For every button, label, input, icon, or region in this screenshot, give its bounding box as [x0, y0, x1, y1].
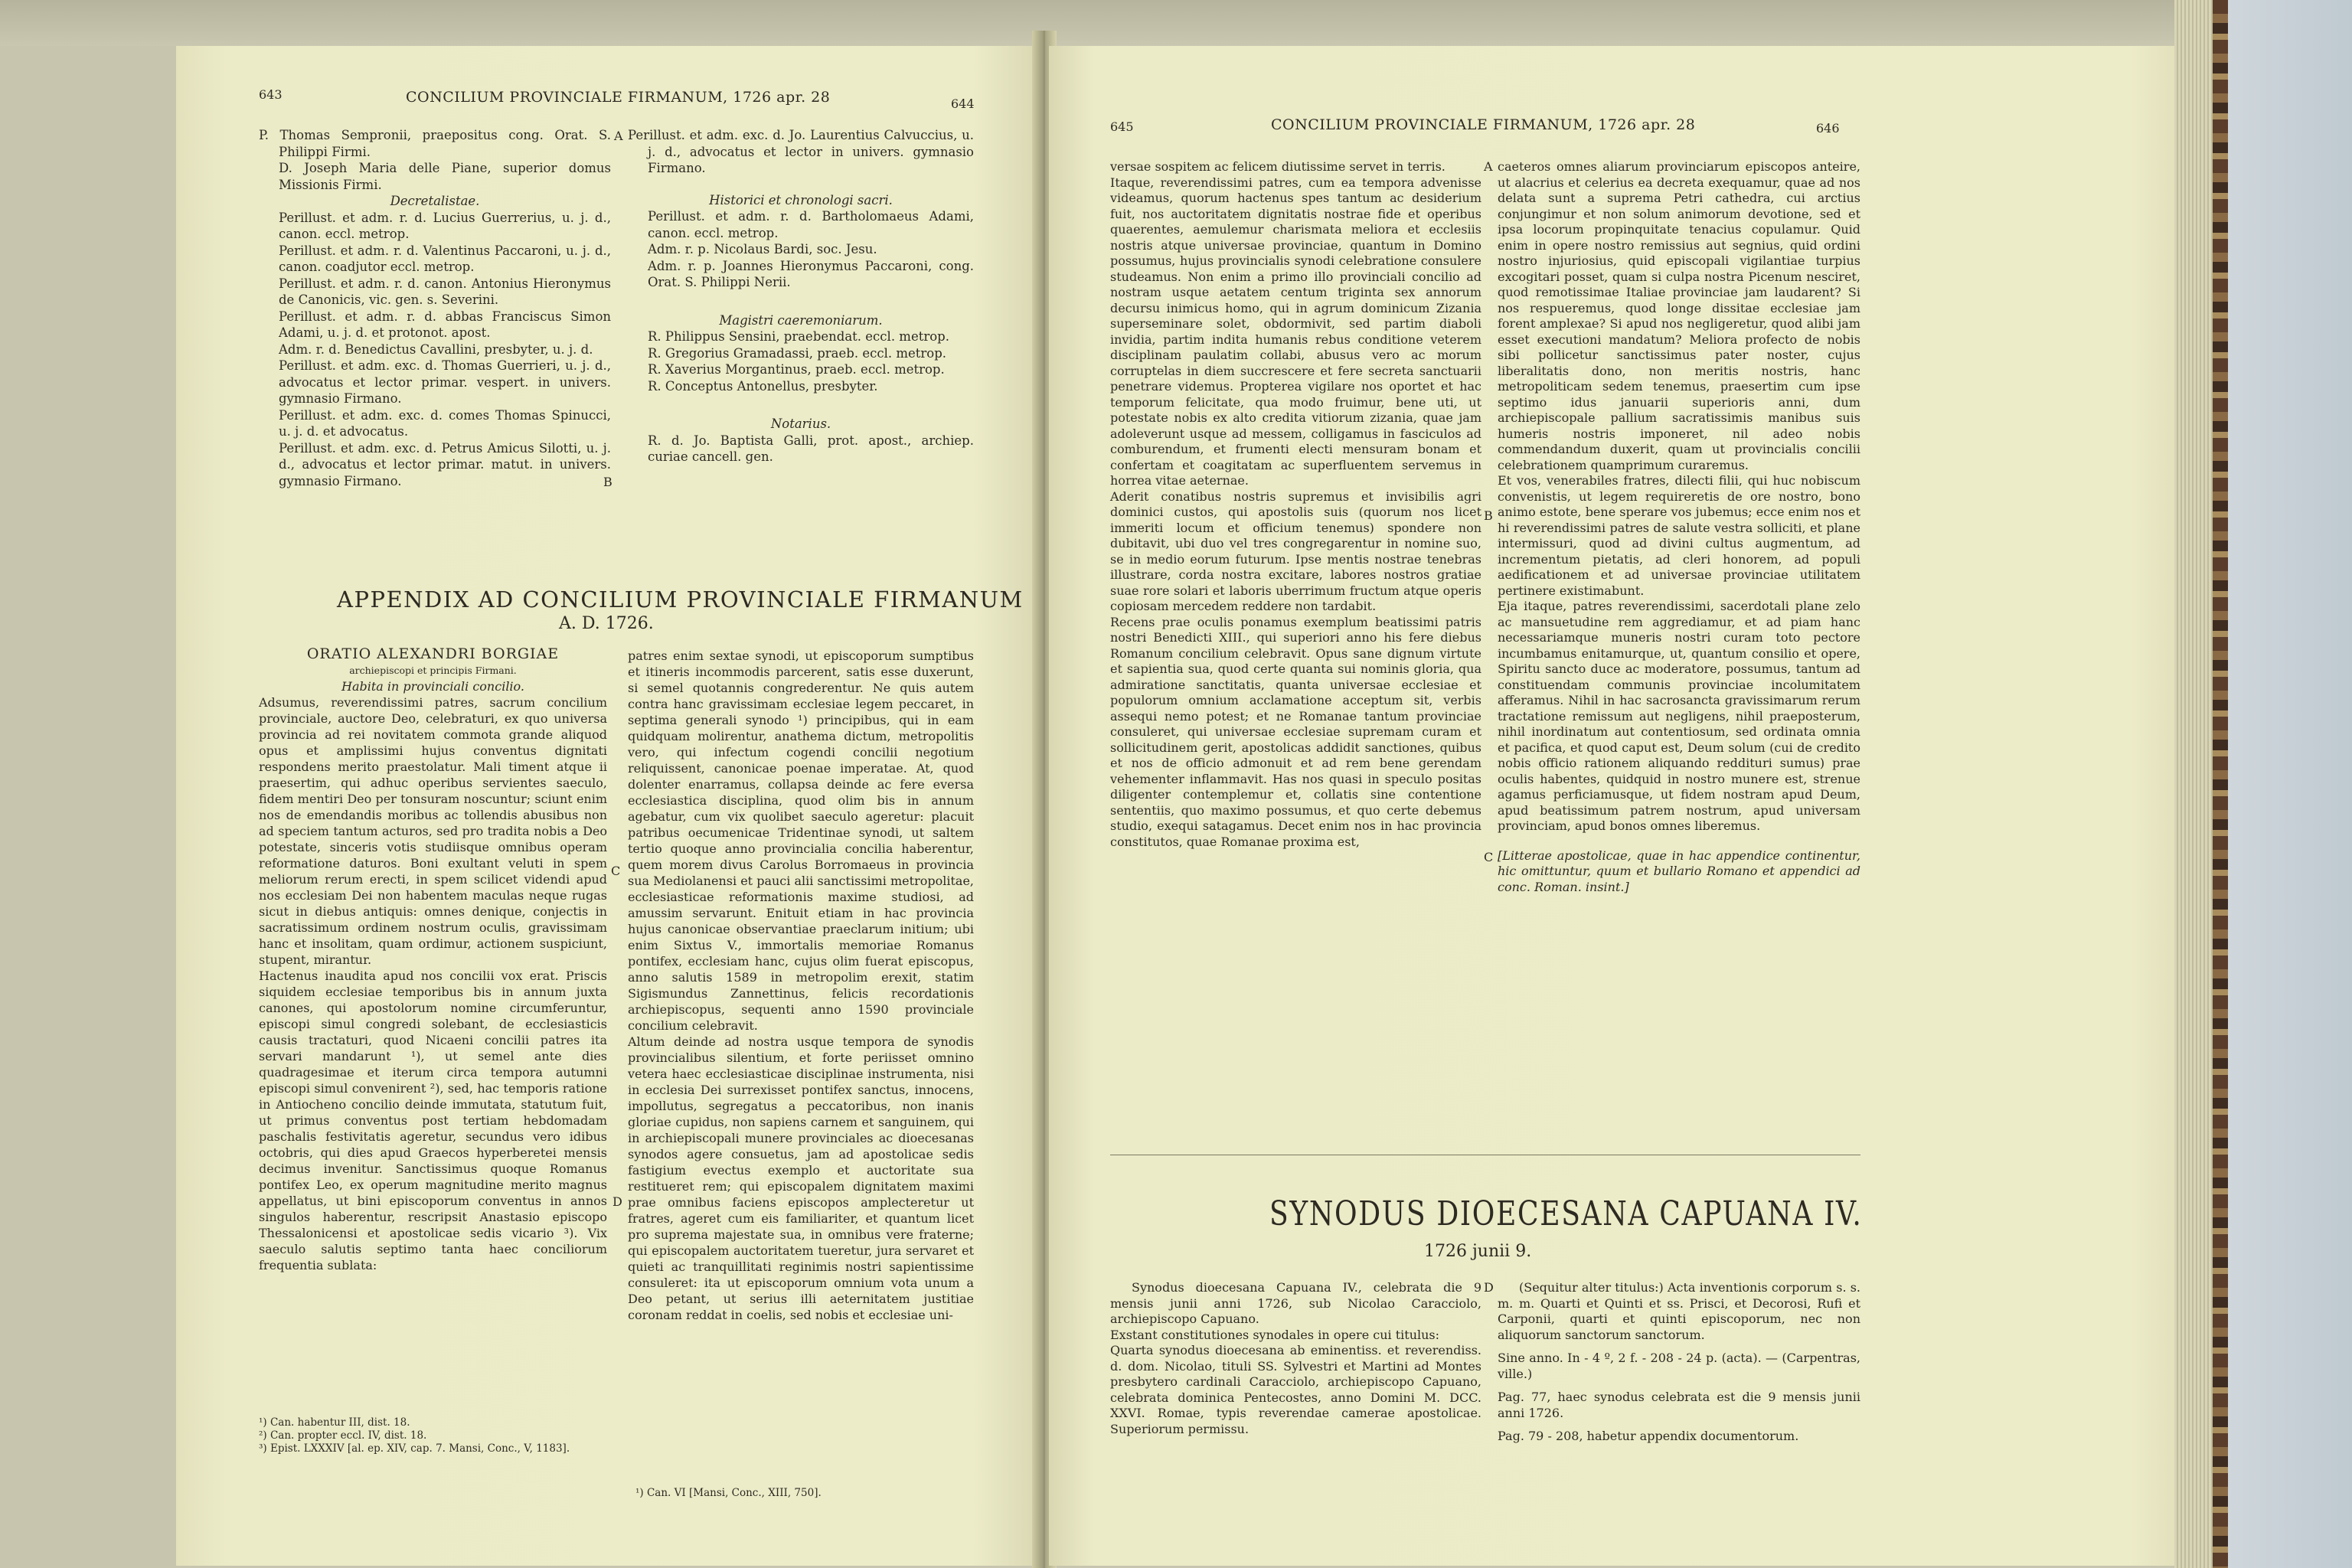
running-header-left: CONCILIUM PROVINCIALE FIRMANUM, 1726 apr. 28: [406, 89, 831, 106]
right-col-b: [1498, 159, 1860, 895]
editor-note: [Litterae apostolicae, quae in hac appendice continentur, hic omittuntur, quum et bullario Romano et appendici ad conc. Roman. insint.]: [1498, 848, 1860, 894]
paragraph: Recens prae oculis ponamus exemplum beatissimi patris nostri Benedicti XIII., qui superiori anno his fere diebus Romanum concilium celebravit. Opus sane dignum virtute et sapientia sua, quod certe quanta sui nominis gloria, qua admiratione sanctitatis, quanta universae ecclesiae et populorum omnium acclamatione acceptum sit, verbis assequi nemo potest; et ne Romanae tantum provinciae consuleret, qui universae ecclesiae supremam curam et sollicitudinem gerit, apostolicas addidit sanctiones, quibus et nos de officio admonuit et ad rem bene gerendam vehementer inflammavit. Has nos quasi in speculo positas diligenter contemplemur et, collatis sine contentione sententiis, quo maximo possumus, et quo certe debemus studio, exequi satagamus. Decet enim nos in hac provincia constitutos, quae Romanae proxima est,: [1110, 614, 1481, 849]
section-heading: Historici et chronologi sacri.: [709, 192, 893, 207]
list-item: Perillust. et adm. r. d. Valentinus Paccaroni, u. j. d., canon. coadjutor eccl. metrop.: [279, 243, 611, 274]
margin-letter-d: D: [1484, 1280, 1494, 1295]
section-heading: Magistri caeremoniarum.: [719, 312, 883, 328]
page-number-643: 643: [259, 87, 283, 102]
list-item: Perillust. et adm. exc. d. Petrus Amicus Silotti, u. j. d., advocatus et lector primar. matut. in univers. gymnasio Firmano.: [279, 440, 611, 488]
paragraph: Altum deinde ad nostra usque tempora de synodis provincialibus silentium, et forte periisset omnino vetera haec ecclesiasticae disciplinae instrumenta, nisi in ecclesia Dei surrexisset pontifex sanctus, innocens, impollutus, segregatus a peccatoribus, non inanis gloriae cupidus, non sapiens carnem et sanguinem, qui in archiepiscopali munere provinciales ac dioecesanas synodos agere consuetus, jam ad apostolicae sedis fastigium evectus exemplo et auctoritate sua restitueret rem; qui episcopalem dignitatem maximi prae omnibus faciens episcopos amplecteretur ut fratres, ageret cum eis familiariter, et quantum licet pro suprema majestate sua, in omnibus vere fraterne; qui episcopalem auctoritatem tueretur, jura servaret et quieti ac tranquillitati reginimis nostri sapientissime consuleret: ita ut episcoporum omnium vota unum a Deo petant, ut serius illi aeternitatem justitiae coronam reddat in coelis, sed nobis et ecclesiae uni-: [628, 1034, 974, 1322]
running-header-right: CONCILIUM PROVINCIALE FIRMANUM, 1726 apr. 28: [1271, 116, 1696, 133]
list-item: R. Philippus Sensini, praebendat. eccl. metrop.: [648, 329, 949, 344]
scan-top-edge: [0, 0, 2352, 46]
footnote: ²) Can. propter eccl. IV, dist. 18.: [259, 1429, 427, 1442]
list-item: Adm. r. d. Benedictus Cavallini, presbyter, u. j. d.: [279, 341, 593, 357]
oratio-title: ORATIO ALEXANDRI BORGIAE: [306, 645, 560, 662]
footnote: ³) Epist. LXXXIV [al. ep. XIV, cap. 7. Mansi, Conc., V, 1183].: [259, 1442, 570, 1455]
list-item: Perillust. et adm. r. d. Bartholomaeus Adami, canon. eccl. metrop.: [648, 209, 974, 240]
paragraph: Eja itaque, patres reverendissimi, sacerdotali plane zelo ac mansuetudine rem aggrediamur, et ad piam hanc necessariamque muneris nostri curam toto pectore incumbamus enitamurque, ut, quantum consilio et opere, Spiritu sancto duce ac moderatore, possumus, tantum ad constituendam communis provinciae incolumitatem afferamus. Nihil in hac sacrosancta gravissimarum rerum tractatione remissum aut negligens, nihil praeposterum, nihil inordinatum aut contentiosum, sed ordinata omnia et pacifica, et quod caput est, Deum solum (cui de credito nobis officio rationem aliquando reddituri sumus) prae oculis habentes, quidquid in nostro munere est, strenue agamus perficiamusque, ut fidem nostram apud Deum, apud beatissimum patrem nostrum, apud universam provinciam, apud bonos omnes liberemus.: [1498, 599, 1860, 833]
margin-letter-d: D: [612, 1194, 622, 1209]
footnotes-col-a: [259, 1416, 603, 1455]
page-number-646: 646: [1816, 121, 1840, 136]
list-item: Perillust. et adm. r. d. abbas Franciscus Simon Adami, u. j. d. et protonot. apost.: [279, 309, 611, 340]
list-item: R. d. Jo. Baptista Galli, prot. apost., archiep. curiae cancell. gen.: [648, 433, 974, 464]
book-binding: [2213, 0, 2228, 1568]
paragraph: Exstant constitutiones synodales in opere cui titulus:: [1110, 1327, 1440, 1342]
paragraph: Aderit conatibus nostris supremus et invisibilis agri dominici custos, qui apostolis suis (quorum nos licet immeriti locum et officium tenemus) spondere non dubitavit, ubi duo vel tres congregarentur in nomine suo, se in medio eorum futurum. Ipse mentis nostrae tenebras illustrare, corda nostra excitare, labores nostros gratiae suae rore solari et laboris uberrimum fructum atque operis copiosam mercedem reddere non tardabit.: [1110, 488, 1481, 613]
section-heading: Notarius.: [770, 416, 831, 431]
scan-backdrop: [2228, 0, 2352, 1568]
list-item: Adm. r. p. Joannes Hieronymus Paccaroni, cong. Orat. S. Philippi Nerii.: [648, 258, 974, 289]
list-item: R. Gregorius Gramadassi, praeb. eccl. metrop.: [648, 345, 947, 361]
page-number-645: 645: [1110, 119, 1134, 134]
list-item: Perillust. et adm. exc. d. Jo. Laurentius Calvuccius, u. j. d., advocatus et lector in univers. gymnasio Firmano.: [628, 128, 974, 175]
list-item: Perillust. et adm. exc. d. comes Thomas Spinucci, u. j. d. et advocatus.: [279, 407, 611, 439]
list-item: Perillust. et adm. r. d. canon. Antonius Hieronymus de Canonicis, vic. gen. s. Severini.: [279, 276, 611, 307]
footnote: ¹) Can. habentur III, dist. 18.: [259, 1416, 410, 1429]
paragraph: Adsumus, reverendissimi patres, sacrum concilium provinciale, auctore Deo, celebraturi, ex quo universa provincia ad rei novitatem commota grande aliquod opus et amplissimi hujus conventus dignitati respondens merito praestolatur. Mali timent atque ii praesertim, qui adhuc operibus servientes saeculo, fidem mentiri Deo per tonsuram noscuntur; sciunt enim nos de emendandis moribus ac tollendis abusibus non ad speciem tantum acturos, sed pro tradita nobis a Deo potestate, sinceris votis studiisque omnibus operam reformatione daturos. Boni exultant veluti in spem meliorum rerum erecti, in spem scilicet videndi apud nos ecclesiam Dei non habentem maculas neque rugas sicut in diebus antiquis: omnes denique, conjectis in sacratissimum ordinem nostrum oculis, gravissimam hanc et insolitam, quam ordimur, actionem suspiciunt, stupent, mirantur.: [259, 695, 607, 967]
paragraph: Pag. 79 - 208, habetur appendix documentorum.: [1498, 1429, 1799, 1443]
oratio-col-b: [628, 648, 974, 1323]
list-item: D. Joseph Maria delle Piane, superior domus Missionis Firmi.: [279, 161, 611, 192]
left-top-col-a: [259, 127, 611, 489]
paragraph: patres enim sextae synodi, ut episcoporum sumptibus et itineris incommodis parcerent, satis esse duxerunt, si semel quotannis congrederentur. Ne quis autem contra hanc gravissimam ecclesiae legem peccaret, in septima generali synodo ¹) principibus, qui in eam quidquam molirentur, anathema dictum, metropolitis vero, qui infectum cogendi concilii negotium reliquissent, canonicae poenae imperatae. At, quod dolenter enarramus, collapsa deinde ac fere eversa ecclesiastica disciplina, quod olim bis in annum agebatur, cum vix quolibet saeculo ageretur: placuit patribus oecumenicae Tridentinae synodi, ut saltem tertio quoque anno provincialia concilia haberentur, quem morem divus Carolus Borromaeus in provincia sua Mediolanensi et pauci alii sanctissimi metropolitae, ecclesiasticae reformationis maxime studiosi, ad amussim servarunt. Enituit etiam in hac provincia hujus canonicae observantiae praeclarum initium; ubi enim Sixtus V., immortalis memoriae Romanus pontifex, ecclesiam hanc, cujus olim fuerat episcopus, anno salutis 1589 in metropolim erexit, statim Sigismundus Zannettinus, felicis recordationis archiepiscopus, sequenti anno 1590 provinciale concilium celebravit.: [628, 648, 974, 1033]
page-number-644: 644: [951, 96, 975, 111]
list-item: Perillust. et adm. r. d. Lucius Guerrerius, u. j. d., canon. eccl. metrop.: [279, 210, 611, 241]
list-item: Adm. r. p. Nicolaus Bardi, soc. Jesu.: [648, 242, 877, 256]
margin-letter-b: B: [1484, 508, 1493, 523]
right-col-a: [1110, 159, 1481, 850]
paragraph: Pag. 77, haec synodus celebrata est die 9 mensis junii anni 1726.: [1498, 1390, 1860, 1420]
oratio-subtitle: archiepiscopi et principis Firmani.: [349, 665, 517, 676]
list-item: R. Xaverius Morgantinus, praeb. eccl. metrop.: [648, 362, 945, 377]
paragraph: Synodus dioecesana Capuana IV., celebrata die 9 mensis junii anni 1726, sub Nicolao Caracciolo, archiepiscopo Capuano.: [1110, 1280, 1481, 1326]
margin-letter-c: C: [1484, 850, 1494, 864]
paragraph: Itaque, reverendissimi patres, cum ea tempora advenisse videamus, quorum hactenus spes tantum ac desiderium fuit, nos auctoritatem dignitatis nostrae fide et operibus quaerentes, aemulemur charismata meliora et ecclesiis nostris atque universae provinciae, quantum in Domino possumus, hujus provincialis synodi celebratione consulere studeamus. Non enim a primo illo provinciali concilio ad nostram usque aetatem centum triginta sex annorum decursu inimicus homo, qui in agrum dominicum Zizania superseminare solet, obdormivit, sed partim diaboli invidia, partim indita humanis rebus conditione veterem disciplinam paulatim collabi, abusus vero ac morum corruptelas in diem succrescere et fere secreta sanctuarii penetrare videmus. Propterea vigilare nos oportet et hac temporum felicitate, qua modo fruimur, bene uti, ut potestate nobis ex alto credita vitiorum zizania, quae jam adoleverunt usque ad messem, colligamus in fasciculos ad comburendum, et frumenti electi mensuram bonam et confertam et coagitatam ac superfluentem servemus in horrea vitae aeternae.: [1110, 175, 1481, 488]
list-item: R. Conceptus Antonellus, presbyter.: [648, 378, 878, 394]
appendix-title: APPENDIX AD CONCILIUM PROVINCIALE FIRMANUM: [337, 586, 1024, 612]
paragraph: caeteros omnes aliarum provinciarum episcopos anteire, ut alacrius et celerius ea decreta exequamur, quae ad nos delata sunt a suprema Petri cathedra, cui arctius conjungimur et non solum animorum devotione, sed et ipsa locorum propinquitate tenacius copulamur. Quid enim in opere nostro remissius aut segnius, quid ordini nostro injuriosius, quid episcopali vigilantiae turpius excogitari posset, quam si culpa nostra Picenum nesciret, quod remotissimae Italiae provinciae jam laudarent? Si nos respueremus, quod longe dissitae ecclesiae jam forent amplexae? Si apud nos negligeretur, quod alibi jam esset executioni mandatum? Meliora profecto de nobis sibi pollicetur sanctissimus pater noster, cujus liberalitatis dono, non meritis nostris, hanc metropoliticam sedem tenemus, praesertim cum ipse septimo idus januarii superioris anni, dum archiepiscopale pallium sacratissimis manibus suis humeris nostris imponeret, nil adeo nobis commendandum duxerit, quam ut provincialis concilii celebrationem quamprimum curaremus.: [1498, 159, 1860, 472]
list-item: Perillust. et adm. exc. d. Thomas Guerrieri, u. j. d., advocatus et lector primar. vespert. in univers. gymnasio Firmano.: [279, 358, 611, 406]
appendix-date: A. D. 1726.: [559, 614, 654, 633]
synodus-title: SYNODUS DIOECESANA CAPUANA IV.: [1269, 1194, 1863, 1233]
synodus-col-a: [1110, 1280, 1481, 1437]
oratio-col-a: [259, 646, 607, 1273]
synodus-col-b: [1498, 1280, 1860, 1445]
footnote: ¹) Can. VI [Mansi, Conc., XIII, 750].: [635, 1487, 822, 1499]
right-page: [1049, 46, 2174, 1566]
paragraph: Hactenus inaudita apud nos concilii vox erat. Priscis siquidem ecclesiae temporibus bis in annum juxta canones, qui apostolorum nomine circumferuntur, episcopi simul congredi solebant, de ecclesiasticis causis tractaturi, quod Nicaeni concilii patres ita servari mandarunt ¹), ut semel ante dies quadragesimae et iterum circa tempora autumni episcopi simul convenirent ²), sed, hac temporis ratione in Antiocheno concilio deinde immutata, statutum fuit, ut primus conventus post tertiam hebdomadam paschalis festivitatis ageretur, secundus vero idibus octobris, qui dies apud Graecos hyperberetei mensis decimus invenitur. Sanctissimus quoque Romanus pontifex Leo, ex operum magnitudine merito magnus appellatus, ut bini episcoporum conventus in annos singulos haberentur, rescripsit Anastasio episcopo Thessalonicensi et apostolicae sedis vicario ³). Vix saeculo salutis septimo tanta haec conciliorum frequentia sublata:: [259, 969, 607, 1272]
oratio-habita: Habita in provinciali concilio.: [341, 679, 524, 694]
margin-letter-c: C: [611, 864, 621, 878]
paragraph: Quarta synodus dioecesana ab eminentiss. et reverendiss. d. dom. Nicolao, tituli SS. Sylvestri et Martini ad Montes presbytero cardinali Caracciolo, archiepiscopo Capuano, celebrata dominica Pentecostes, anno Domini M. DCC. XXVI. Romae, typis reverendae camerae apostolicae. Superiorum permissu.: [1110, 1343, 1481, 1436]
margin-letter-b: B: [603, 475, 612, 489]
margin-letter-a: A: [614, 129, 623, 143]
left-top-col-b: [628, 127, 974, 466]
section-heading: Decretalistae.: [390, 194, 480, 208]
paragraph: Et vos, venerabiles fratres, dilecti filii, qui huc nobiscum convenistis, ut legem requireretis de ore nostro, bono animo estote, bene sperare vos jubemus; ecce enim nos et hi reverendissimi patres de salute vestra solliciti, et plane intermissuri, quod ad divini cultus augmentum, ad incrementum pietatis, ad cleri honorem, ad populi aedificationem et ad universae provinciae utilitatem pertinere existimabunt.: [1498, 473, 1860, 598]
paragraph: versae sospitem ac felicem diutissime servet in terris.: [1110, 159, 1446, 174]
paragraph: (Sequitur alter titulus:) Acta inventionis corporum s. s. m. m. Quarti et Quinti et ss. Prisci, et Decorosi, Rufi et Carponii, quarti et quinti episcoporum, nec non aliquorum sanctorum sanctorum.: [1498, 1280, 1860, 1342]
list-item: P. Thomas Sempronii, praepositus cong. Orat. S. Philippi Firmi.: [259, 128, 611, 159]
left-page: [176, 46, 1041, 1566]
footnotes-col-b: [635, 1487, 972, 1500]
margin-letter-a: A: [1484, 159, 1493, 174]
synodus-date: 1726 junii 9.: [1424, 1242, 1532, 1261]
page-block-edge: [2174, 0, 2213, 1568]
paragraph: Sine anno. In - 4 º, 2 f. - 208 - 24 p. (acta). — (Carpentras, ville.): [1498, 1351, 1860, 1381]
